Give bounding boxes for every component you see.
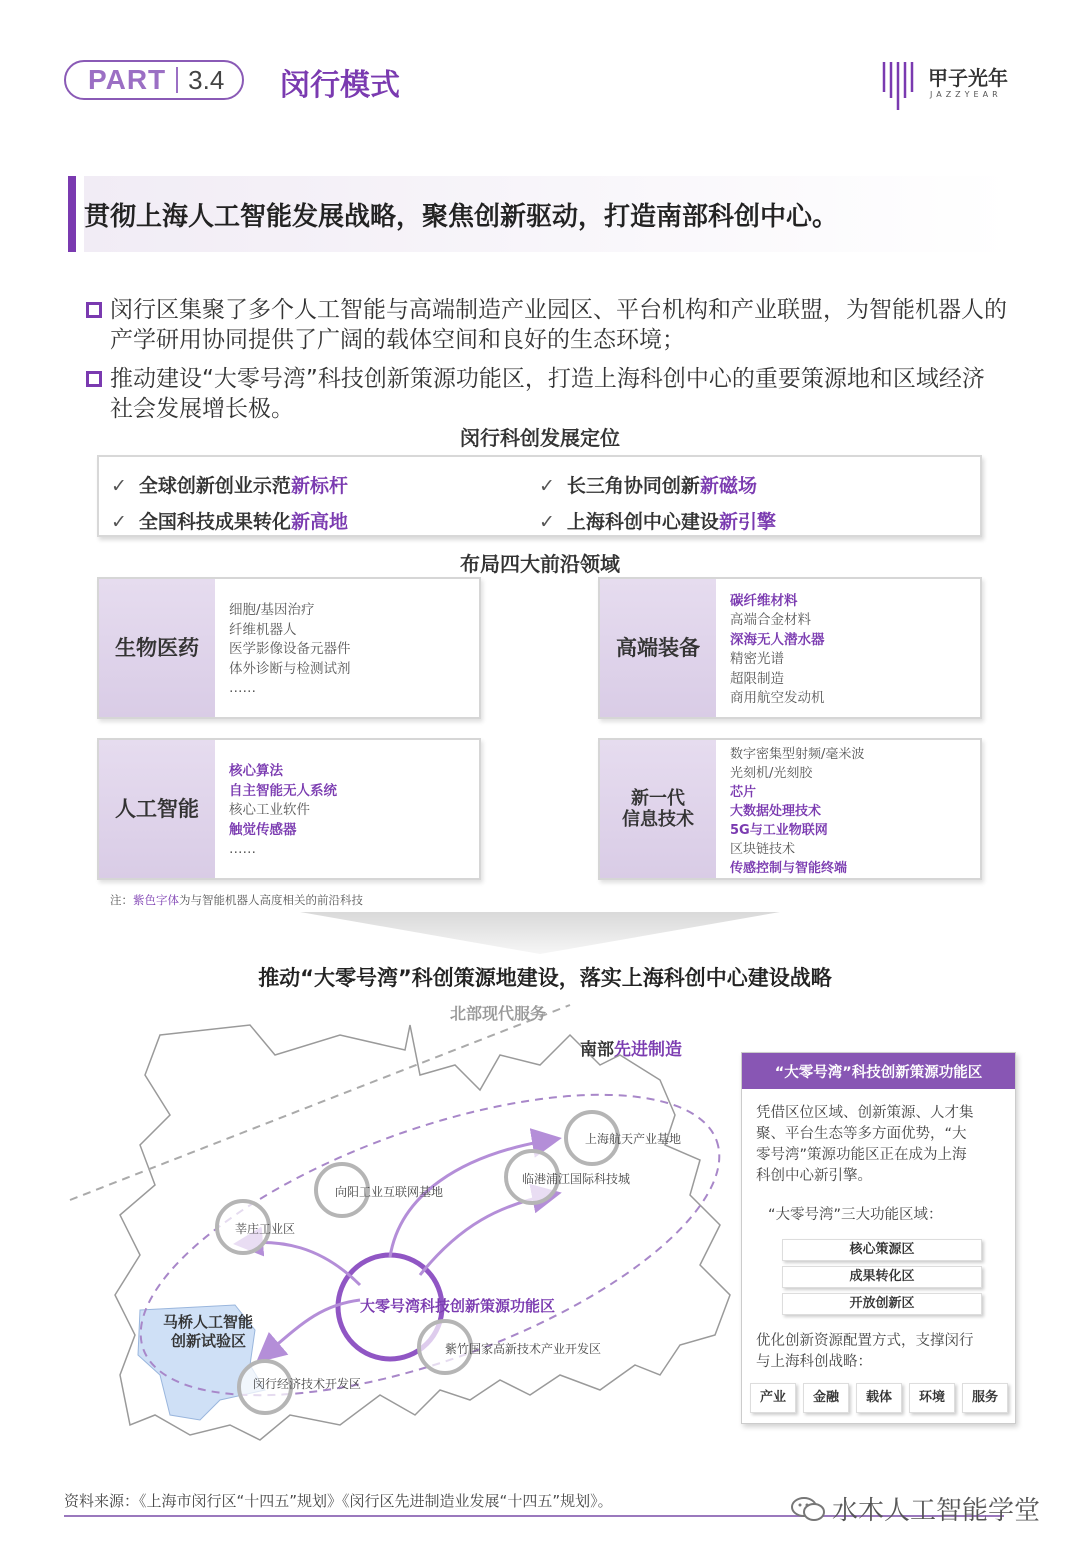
domain-label: 高端装备 — [600, 579, 716, 717]
north-label: 北部现代服务 — [450, 1004, 547, 1023]
domain-list: 核心算法 自主智能无人系统 核心工业软件 触觉传感器 …… — [229, 763, 337, 858]
node-label: 上海航天产业基地 — [585, 1132, 682, 1146]
domains-note: 注：紫色字体为与智能机器人高度相关的前沿科技 — [110, 893, 363, 907]
domains-title: 布局四大前沿领域 — [460, 552, 620, 576]
wechat-account: 水木人工智能学堂 — [832, 1496, 1041, 1526]
tag-environment: 环境 — [909, 1383, 955, 1413]
south-label: 南部先进制造 — [580, 1040, 682, 1060]
part-badge — [64, 60, 244, 100]
domain-list: 细胞/基因治疗 纤维机器人 医学影像设备元器件 体外诊断与检测试剂 …… — [229, 602, 351, 697]
domain-card-it — [598, 738, 982, 880]
domain-label: 人工智能 — [99, 740, 215, 878]
node-label: 闵行经济技术开发区 — [253, 1377, 362, 1391]
zone-open: 开放创新区 — [782, 1293, 982, 1315]
node-label: 向阳工业互联网基地 — [335, 1185, 444, 1199]
logo-icon — [880, 58, 924, 110]
bullet-2-line1: 推动建设“大零号湾”科技创新策源功能区，打造上海科创中心的重要策源地和区域经济 — [110, 366, 985, 392]
panel-intro: 凭借区位区域、创新策源、人才集 聚、平台生态等多方面优势，“大 零号湾”策源功能区正在成为上海 科创中心新引擎。 — [756, 1105, 974, 1184]
panel-title: “大零号湾”科技创新策源功能区 — [742, 1053, 1015, 1089]
part-divider — [176, 67, 178, 93]
bullet-1-line1: 闵行区集聚了多个人工智能与高端制造产业园区、平台机构和产业联盟，为智能机器人的 — [110, 297, 1007, 323]
positioning-box — [97, 455, 982, 537]
node-label: 紫竹国家高新技术产业开发区 — [445, 1342, 602, 1356]
check-icon: ✓ — [111, 511, 127, 533]
positioning-item: ✓ 长三角协同创新新磁场 — [539, 475, 757, 497]
center-label: 大零号湾科技创新策源功能区 — [360, 1297, 556, 1315]
zone-transfer: 成果转化区 — [782, 1266, 982, 1288]
maqiao-label: 创新试验区 — [171, 1332, 247, 1350]
source-note: 资料来源：《上海市闵行区“十四五”规划》《闵行区先进制造业发展“十四五”规划》。 — [64, 1492, 613, 1510]
positioning-item: ✓ 全球创新创业示范新标杆 — [111, 475, 348, 497]
down-arrow-icon — [300, 912, 780, 954]
zone-core: 核心策源区 — [782, 1239, 982, 1261]
domain-list: 数字密集型射频/毫米波 光刻机/光刻胶 芯片 大数据处理技术 5G与工业物联网 区块链技术 传感控制与智能终端 — [730, 746, 865, 876]
district-map — [60, 995, 740, 1475]
bullet-square-icon — [86, 371, 102, 387]
bullet-2-line2: 社会发展增长极。 — [110, 396, 294, 422]
tag-finance: 金融 — [803, 1383, 849, 1413]
headline-accent — [68, 176, 76, 252]
domain-list: 碳纤维材料 高端合金材料 深海无人潜水器 精密光谱 超限制造 商用航空发动机 — [730, 592, 825, 706]
domain-card-equipment — [598, 577, 982, 719]
domain-label: 生物医药 — [99, 579, 215, 717]
domain-label: 新一代 信息技术 — [600, 740, 716, 878]
section-title: 闵行模式 — [280, 68, 400, 103]
positioning-item: ✓ 全国科技成果转化新高地 — [111, 511, 348, 533]
strategy-title: 推动“大零号湾”科创策源地建设，落实上海科创中心建设战略 — [258, 966, 832, 990]
tag-service: 服务 — [962, 1383, 1008, 1413]
logo-chinese: 甲子光年 — [928, 66, 1008, 90]
positioning-item: ✓ 上海科创中心建设新引擎 — [539, 511, 776, 533]
bullet-square-icon — [86, 302, 102, 318]
node-label: 临港浦江国际科技城 — [522, 1172, 631, 1186]
brand-logo — [880, 58, 1020, 110]
bullet-1 — [86, 295, 1056, 355]
wechat-watermark — [790, 1490, 1040, 1527]
panel-three-title: “大零号湾”三大功能区域： — [768, 1207, 943, 1223]
logo-english: JAZZYEAR — [930, 90, 1002, 99]
bullet-2 — [86, 364, 1056, 424]
bullet-1-line2: 产学研用协同提供了广阔的载体空间和良好的生态环境； — [110, 327, 685, 353]
headline-text: 贯彻上海人工智能发展战略，聚焦创新驱动，打造南部科创中心。 — [84, 201, 839, 232]
check-icon: ✓ — [111, 475, 127, 497]
zone-info-panel — [741, 1052, 1016, 1424]
node-label: 莘庄工业区 — [235, 1222, 296, 1236]
part-word: PART — [88, 64, 167, 95]
domain-card-bio — [97, 577, 481, 719]
tag-carrier: 载体 — [856, 1383, 902, 1413]
check-icon: ✓ — [539, 511, 555, 533]
headline — [84, 176, 1014, 252]
panel-optimize: 优化创新资源配置方式，支撑闵行 与上海科创战略： — [756, 1333, 974, 1370]
maqiao-label: 马桥人工智能 — [163, 1313, 254, 1331]
domain-card-ai — [97, 738, 481, 880]
check-icon: ✓ — [539, 475, 555, 497]
part-number: 3.4 — [188, 64, 225, 95]
tag-industry: 产业 — [750, 1383, 796, 1413]
wechat-icon — [790, 1495, 826, 1523]
positioning-title: 闵行科创发展定位 — [460, 426, 620, 450]
